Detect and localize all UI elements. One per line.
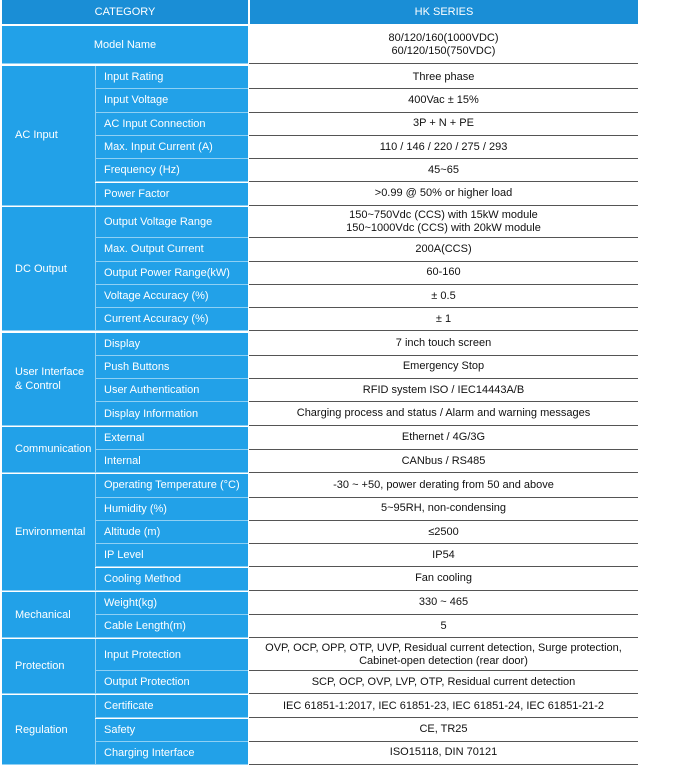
- spec-value: [249, 238, 638, 261]
- spec-label: Voltage Accuracy (%): [95, 285, 248, 308]
- spec-value: [249, 113, 638, 136]
- spec-label: Push Buttons: [95, 356, 248, 379]
- spec-value: [249, 379, 638, 402]
- category-name: Protection: [15, 660, 65, 673]
- spec-label: Frequency (Hz): [95, 159, 248, 182]
- spec-value-text: ISO15118, DIN 70121: [389, 746, 498, 759]
- category-name: & Control: [15, 379, 61, 392]
- spec-label: AC Input Connection: [95, 113, 248, 136]
- spec-value-text: 110 / 146 / 220 / 275 / 293: [379, 140, 508, 153]
- category-name: Communication: [15, 443, 92, 456]
- spec-value-text: >0.99 @ 50% or higher load: [374, 187, 513, 200]
- category-name: AC Input: [15, 129, 58, 142]
- spec-value-text: Ethernet / 4G/3G: [401, 431, 486, 444]
- spec-label: Output Voltage Range: [95, 207, 248, 239]
- spec-value-text: CE, TR25: [419, 723, 468, 736]
- spec-label: Input Voltage: [95, 89, 248, 112]
- spec-value-text: 7 inch touch screen: [395, 337, 492, 350]
- spec-value: [249, 719, 638, 742]
- spec-label: IP Level: [95, 544, 248, 567]
- category-cell: [2, 639, 95, 694]
- spec-value-text: 60-160: [426, 266, 461, 279]
- spec-value: [249, 592, 638, 615]
- spec-value: [249, 183, 638, 206]
- spec-value-text: SCP, OCP, OVP, LVP, OTP, Residual current detection: [311, 675, 576, 688]
- spec-label: Input Rating: [95, 66, 248, 89]
- spec-value-text: Fan cooling: [415, 572, 472, 585]
- spec-value: [249, 498, 638, 521]
- spec-value: [249, 521, 638, 544]
- spec-value: [249, 402, 638, 425]
- spec-label: Input Protection: [95, 639, 248, 671]
- spec-label: Display: [95, 333, 248, 356]
- spec-value: [249, 207, 638, 239]
- spec-value: [249, 568, 638, 591]
- category-name: Mechanical: [15, 608, 71, 621]
- spec-value-text: 150~750Vdc (CCS) with 15kW module: [349, 209, 538, 222]
- spec-value: [249, 427, 638, 450]
- category-name: Regulation: [15, 723, 68, 736]
- spec-value-text: 150~1000Vdc (CCS) with 20kW module: [346, 222, 541, 235]
- spec-value-text: 200A(CCS): [415, 242, 472, 255]
- spec-label: Power Factor: [95, 183, 248, 206]
- category-name: DC Output: [15, 262, 67, 275]
- category-cell: [2, 592, 95, 639]
- model-name-label: Model Name: [2, 26, 248, 64]
- spec-value: [249, 308, 638, 331]
- spec-value-text: RFID system ISO / IEC14443A/B: [362, 383, 525, 396]
- spec-label: Display Information: [95, 402, 248, 425]
- category-cell: [2, 695, 95, 765]
- spec-value: [249, 159, 638, 182]
- spec-value-text: IP54: [432, 548, 455, 561]
- spec-label: Safety: [95, 719, 248, 742]
- spec-label: Current Accuracy (%): [95, 308, 248, 331]
- category-cell: [2, 207, 95, 332]
- spec-value-text: Emergency Stop: [402, 360, 485, 373]
- spec-value-text: CANbus / RS485: [401, 454, 486, 467]
- spec-value-text: ≤2500: [428, 525, 459, 538]
- spec-value: [249, 474, 638, 497]
- spec-label: Output Protection: [95, 671, 248, 694]
- spec-value: [249, 695, 638, 718]
- spec-label: Cable Length(m): [95, 615, 248, 638]
- spec-value-text: Charging process and status / Alarm and warning messages: [296, 407, 591, 420]
- spec-label: Altitude (m): [95, 521, 248, 544]
- header-series: HK SERIES: [250, 0, 638, 24]
- spec-value-text: -30 ~ +50, power derating from 50 and above: [333, 478, 554, 491]
- category-cell: [2, 66, 95, 206]
- spec-value: [249, 356, 638, 379]
- spec-value: [249, 544, 638, 567]
- spec-value-text: OVP, OCP, OPP, OTP, UVP, Residual current detection, Surge protection,: [265, 641, 622, 654]
- spec-value: [249, 333, 638, 356]
- spec-value-text: 45~65: [428, 163, 459, 176]
- spec-value: [249, 615, 638, 638]
- spec-label: Max. Output Current: [95, 238, 248, 261]
- spec-value-text: ± 1: [435, 312, 452, 325]
- spec-value: [249, 639, 638, 671]
- spec-label: Certificate: [95, 695, 248, 718]
- spec-label: External: [95, 427, 248, 450]
- spec-value-text: 5: [440, 619, 447, 632]
- spec-value-text: ± 0.5: [431, 289, 456, 302]
- spec-value-text: Three phase: [412, 70, 475, 83]
- category-cell: [2, 474, 95, 591]
- spec-value-text: IEC 61851-1:2017, IEC 61851-23, IEC 61851-24, IEC 61851-21-2: [282, 699, 605, 712]
- spec-value: [249, 66, 638, 89]
- category-name: Environmental: [15, 526, 86, 539]
- spec-label: Charging Interface: [95, 742, 248, 765]
- spec-label: Humidity (%): [95, 498, 248, 521]
- spec-value-text: Cabinet-open detection (rear door): [359, 654, 528, 667]
- spec-value: [249, 262, 638, 285]
- category-cell: [2, 427, 95, 474]
- spec-value-text: 330 ~ 465: [418, 596, 469, 609]
- spec-label: Operating Temperature (°C): [95, 474, 248, 497]
- model-name-value: [249, 26, 638, 64]
- spec-value: [249, 89, 638, 112]
- spec-value-text: 5~95RH, non-condensing: [380, 502, 507, 515]
- spec-value: [249, 136, 638, 159]
- category-cell: [2, 333, 95, 426]
- spec-value: [249, 285, 638, 308]
- spec-label: Max. Input Current (A): [95, 136, 248, 159]
- spec-value: [249, 742, 638, 765]
- spec-value: [249, 671, 638, 694]
- spec-label: Output Power Range(kW): [95, 262, 248, 285]
- spec-value-text: 400Vac ± 15%: [408, 93, 479, 106]
- spec-label: User Authentication: [95, 379, 248, 402]
- spec-label: Cooling Method: [95, 568, 248, 591]
- model-name-value-text: 60/120/150(750VDC): [391, 44, 496, 57]
- category-name: User Interface: [15, 365, 85, 378]
- spec-value-text: 3P + N + PE: [413, 117, 474, 130]
- spec-label: Internal: [95, 450, 248, 473]
- header-category: CATEGORY: [2, 0, 248, 24]
- spec-value: [249, 450, 638, 473]
- spec-label: Weight(kg): [95, 592, 248, 615]
- model-name-value-text: 80/120/160(1000VDC): [388, 31, 499, 44]
